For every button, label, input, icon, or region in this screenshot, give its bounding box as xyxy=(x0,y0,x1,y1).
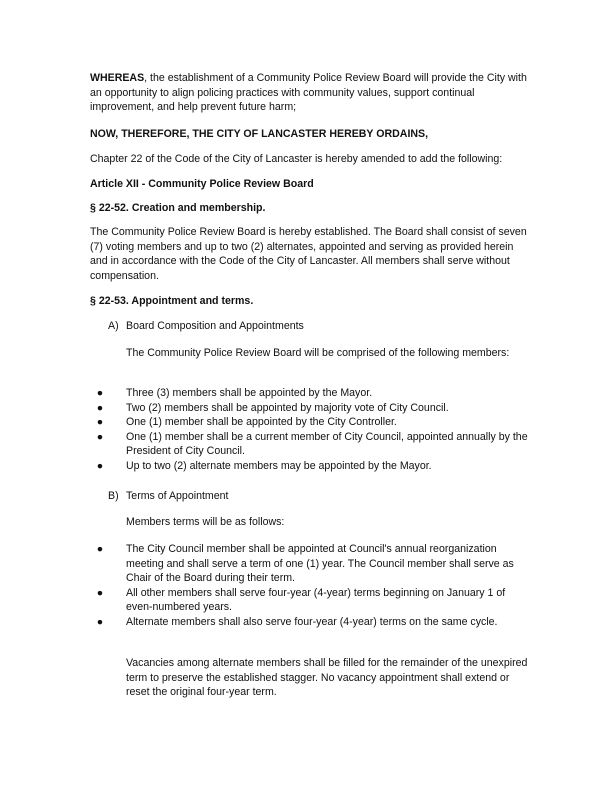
subsection-b-bullet-list xyxy=(90,542,530,630)
bullet-icon: ● xyxy=(96,615,104,628)
subsection-a-heading xyxy=(108,319,304,334)
bullet-icon: ● xyxy=(96,387,104,399)
bullet-icon: ● xyxy=(96,543,104,555)
subsection-a-letter: A) xyxy=(108,320,119,332)
bullet-icon: ● xyxy=(96,416,104,429)
list-item: ● All other members shall serve four-year (4-year) terms beginning on January 1 of even-numbered years. xyxy=(90,586,530,615)
list-item: ● One (1) member shall be a current member of City Council, appointed annually by the President of City Council. xyxy=(90,430,530,459)
section-22-52-body: The Community Police Review Board is hereby established. The Board shall consist of seven (7) voting members and up to two (2) alternates, appointed and serving as provided herein and in accordance with the Code of the City of Lancaster. All members shall serve without compensation. xyxy=(90,226,527,282)
amendment-paragraph: Chapter 22 of the Code of the City of Lancaster is hereby amended to add the following: xyxy=(90,153,503,165)
subsection-b-intro: Members terms will be as follows: xyxy=(126,516,285,528)
whereas-text: , the establishment of a Community Police Review Board will provide the City with an opportunity to align policing practices with community values, support continual improvement, and help prevent future harm; xyxy=(90,72,527,114)
list-item: ● One (1) member shall be appointed by the City Controller. xyxy=(90,415,530,430)
list-item: ● Three (3) members shall be appointed by the Mayor. xyxy=(90,386,530,401)
vacancies-paragraph: Vacancies among alternate members shall be filled for the remainder of the unexpired term to preserve the established stagger. No vacancy appointment shall extend or reset the original four-year term. xyxy=(126,657,528,699)
subsection-a-intro: The Community Police Review Board will be comprised of the following members: xyxy=(126,347,510,359)
list-item: ● Two (2) members shall be appointed by majority vote of City Council. xyxy=(90,401,530,416)
subsection-a-bullet-list xyxy=(90,386,530,474)
section-22-52-heading: § 22-52. Creation and membership. xyxy=(90,202,266,214)
bullet-icon: ● xyxy=(96,459,104,472)
ordains-heading: NOW, THEREFORE, THE CITY OF LANCASTER HEREBY ORDAINS, xyxy=(90,128,429,140)
subsection-b-letter: B) xyxy=(108,490,119,502)
bullet-icon: ● xyxy=(96,401,104,414)
whereas-paragraph xyxy=(90,71,530,115)
subsection-a-title: Board Composition and Appointments xyxy=(126,320,304,332)
whereas-label: WHEREAS xyxy=(90,72,145,84)
subsection-b-heading xyxy=(108,489,228,504)
list-item: ● Alternate members shall also serve four-year (4-year) terms on the same cycle. xyxy=(90,615,530,630)
section-22-53-heading: § 22-53. Appointment and terms. xyxy=(90,295,254,307)
bullet-icon: ● xyxy=(96,586,104,599)
bullet-icon: ● xyxy=(96,430,104,443)
list-item: ● The City Council member shall be appointed at Council's annual reorganization meeting and shall serve a term of one (1) year. The Council member shall serve as Chair of the Board during their term. xyxy=(90,542,530,586)
article-heading: Article XII - Community Police Review Board xyxy=(90,178,314,190)
subsection-b-title: Terms of Appointment xyxy=(126,490,229,502)
list-item: ● Up to two (2) alternate members may be appointed by the Mayor. xyxy=(90,459,530,474)
